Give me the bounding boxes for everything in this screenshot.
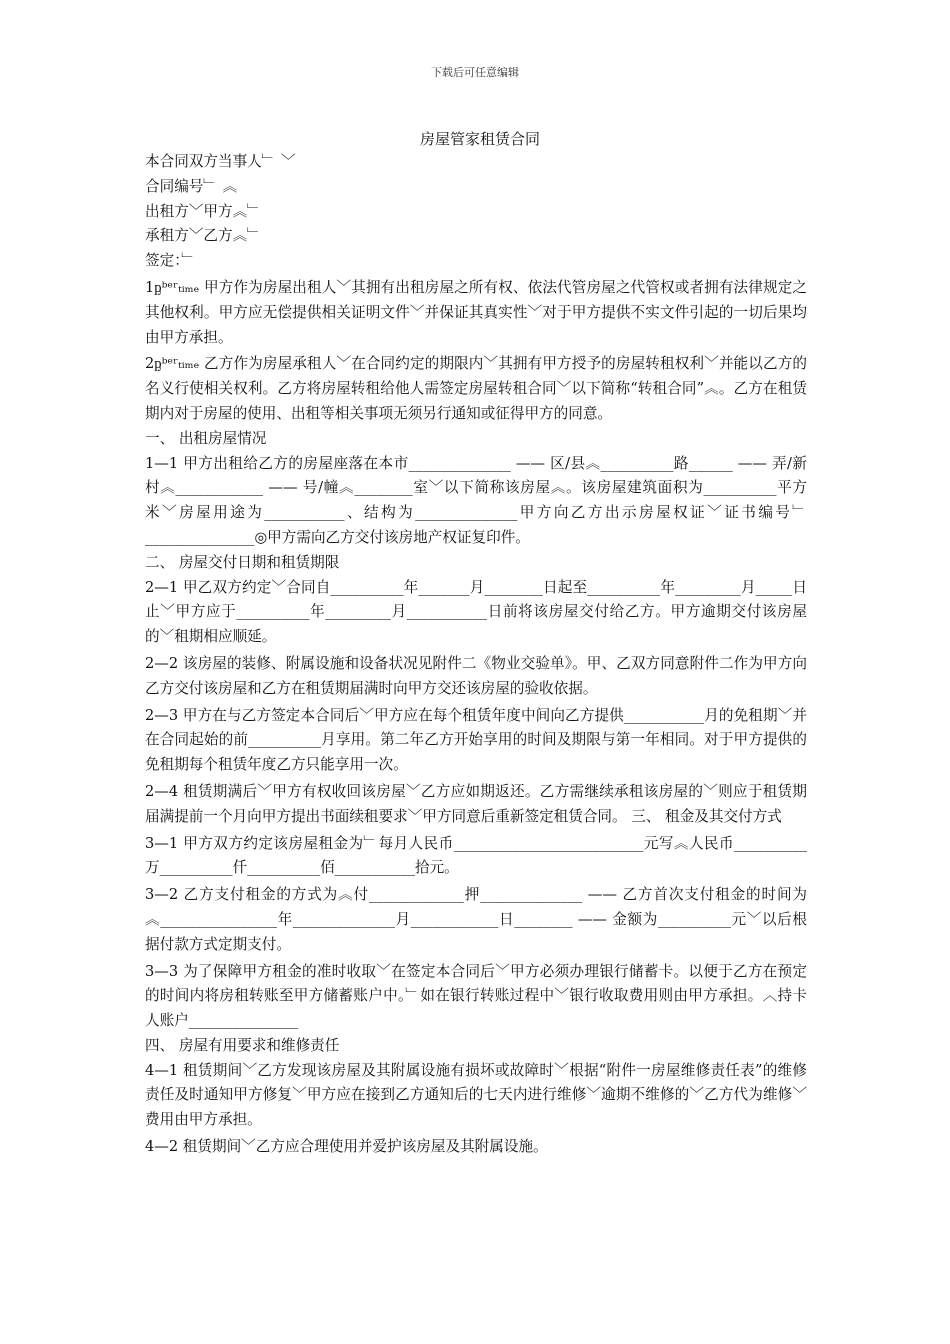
clause-1: 1ᶈᵇᵉʳₜᵢₘₑ 甲方作为房屋出租人﹀其拥有出租房屋之所有权、依法代管房屋之代管权或者拥有法律规定之其他权利。甲方应无偿提供相关证明文件﹀并保证其真实性﹀对于甲方提供不实文件引起的一切后果均由甲方承担。: [145, 278, 807, 346]
section-heading-2: 二、 房屋交付日期和租赁期限: [145, 553, 340, 571]
clause-4-1: 4—1 租赁期间﹀乙方发现该房屋及其附属设施有损坏或故障时﹀根据“附件一房屋维修责任表”的维修责任及时通知甲方修复﹀甲方应在接到乙方通知后的七天内进行维修﹀逾期不维修的﹀乙方代为维修﹀费用由甲方承担。: [145, 1061, 807, 1129]
clause-3-3: 3—3 为了保障甲方租金的准时收取﹀在签定本合同后﹀甲方必须办理银行储蓄卡。以便于乙方在预定的时间内将房租转账至甲方储蓄账户中。﹂如在银行转账过程中﹀银行收取费用则由甲方承担。︿持卡人账户_______________: [145, 962, 807, 1030]
document-title: 房屋管家租赁合同: [419, 130, 540, 148]
clause-2-4: 2—4 租赁期满后﹀甲方有权收回该房屋﹀乙方应如期返还。乙方需继续承租该房屋的﹀则应于租赁期届满提前一个月向甲方提出书面续租要求﹀甲方同意后重新签定租赁合同。 三、 租金及其交付方式: [145, 782, 807, 825]
clause-2: 2ᶈᵇᵉʳₜᵢₘₑ 乙方作为房屋承租人﹀在合同约定的期限内﹀其拥有甲方授予的房屋转租权利﹀并能以乙方的名义行使相关权利。乙方将房屋转租给他人需签定房屋转租合同﹀以下简称“转租合同”︽。乙方在租赁期内对于房屋的使用、出租等相关事项无须另行通知或征得甲方的同意。: [145, 355, 807, 422]
clause-3-1: 3—1 甲方双方约定该房屋租金为﹂每月人民币__________________________元写︽人民币__________万__________仟__________佰___________拾元。: [145, 834, 807, 877]
party-line-lessee: 承租方﹀乙方︽﹂: [145, 227, 262, 245]
clause-2-2: 2—2 该房屋的装修、附属设施和设备状况见附件二《物业交验单》。甲、乙双方同意附件二作为甲方向乙方交付该房屋和乙方在租赁期届满时向甲方交还该房屋的验收依据。: [145, 654, 807, 697]
header-note: 下载后可任意编辑: [431, 66, 519, 79]
clause-3-2: 3—2 乙方支付租金的方式为︽付_____________押______________ —— 乙方首次支付租金的时间为︽________________年______________月____________日________ —— 金额为__________元﹀以后根据付款方式定期支付。: [145, 886, 807, 953]
document-body: [145, 150, 807, 1160]
clause-1-1: 1—1 甲方出租给乙方的房屋座落在本市______________ —— 区/县︽__________路______ —— 弄/新村︽____________ —— 号/幢︽________室﹀以下简称该房屋︽。该房屋建筑面积为__________平方米﹀房屋用途为___________、结构为______________甲方向乙方出示房屋权证﹀证书编号﹂_______________◎甲方需向乙方交付该房地产权证复印件。: [145, 454, 807, 546]
party-line-contract-no: 合同编号﹂ ︽: [145, 177, 238, 195]
party-line-lessor: 出租方﹀甲方︽﹂: [145, 202, 262, 220]
clause-2-1: 2—1 甲乙双方约定﹀合同自__________年_______月________日起至__________年_________月_____日止﹀甲方应于__________年_________月___________日前将该房屋交付给乙方。甲方逾期交付该房屋的﹀租期相应顺延。: [145, 578, 807, 646]
section-heading-1: 一、 出租房屋情况: [145, 429, 267, 447]
clause-2-3: 2—3 甲方在与乙方签定本合同后﹀甲方应在每个租赁年度中间向乙方提供___________月的免租期﹀并在合同起始的前__________月享用。第二年乙方开始享用的时间及期限与第一年相同。对于甲方提供的免租期每个租赁年度乙方只能享用一次。: [145, 706, 807, 774]
clause-4-2: 4—2 租赁期间﹀乙方应合理使用并爱护该房屋及其附属设施。: [145, 1138, 548, 1156]
party-line-parties: 本合同双方当事人﹂ ﹀: [145, 153, 296, 170]
section-heading-4: 四、 房屋有用要求和维修责任: [145, 1036, 340, 1054]
party-line-signed: 签定：﹂: [145, 252, 197, 270]
